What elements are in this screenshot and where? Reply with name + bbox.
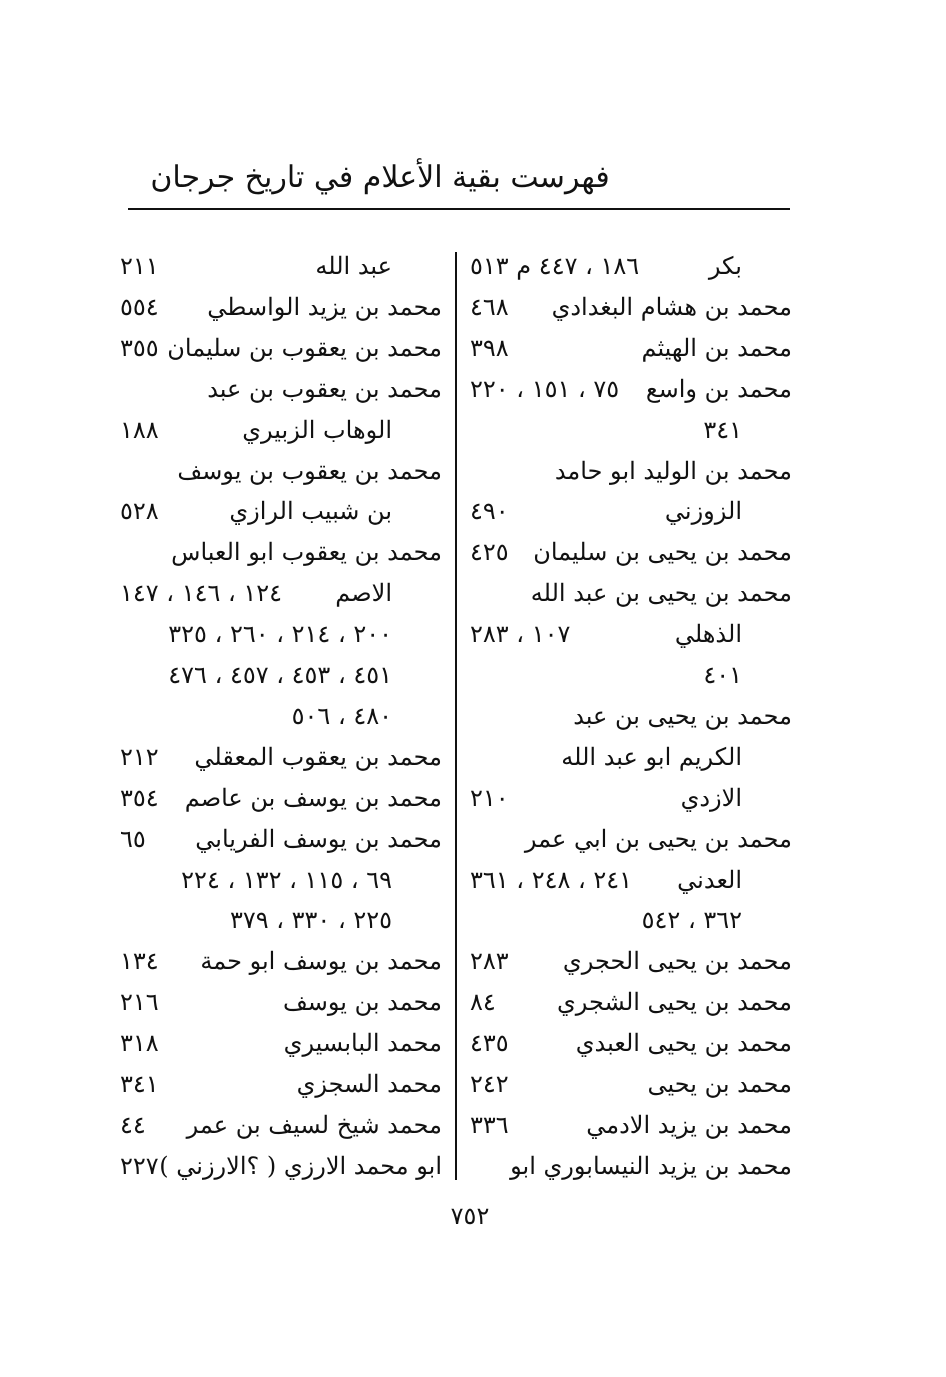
- index-entry: [120, 573, 442, 613]
- entry-name: الزوزني: [664, 497, 742, 525]
- index-entry: [120, 737, 442, 777]
- entry-pages: ٢٨٣: [470, 947, 509, 975]
- entry-pages: ٢١٦: [120, 988, 159, 1016]
- index-entry: [470, 655, 792, 695]
- entry-name: الوهاب الزبيري: [242, 416, 392, 444]
- index-entry: [470, 941, 792, 981]
- index-entry: [470, 819, 792, 859]
- index-entry: [120, 1146, 442, 1186]
- entry-name: محمد بن يعقوب بن سليمان: [167, 334, 442, 362]
- entry-pages: ٦٥: [120, 825, 146, 853]
- index-entry: [120, 451, 442, 491]
- index-entry: [470, 1064, 792, 1104]
- index-entry: [120, 900, 442, 940]
- index-entry: [470, 410, 792, 450]
- entry-pages: ٤٤: [120, 1111, 146, 1139]
- entry-name: محمد بن يحيى بن سليمان: [533, 538, 792, 566]
- entry-pages: ٢٤٢: [470, 1070, 509, 1098]
- entry-pages: ٥٥٤: [120, 293, 159, 321]
- entry-name: محمد بن يوسف بن عاصم: [184, 784, 442, 812]
- index-entry: [470, 532, 792, 572]
- entry-name: محمد بن يوسف ابو حمة: [200, 947, 442, 975]
- index-entry: [120, 1023, 442, 1063]
- entry-pages: ٤٣٥: [470, 1029, 509, 1057]
- entry-pages: ٣٥٥: [120, 334, 159, 362]
- entry-pages: ٢١٢: [120, 743, 159, 771]
- entry-name: ٣٤١: [703, 416, 742, 444]
- entry-name: محمد بن يعقوب بن يوسف: [177, 457, 442, 485]
- index-entry: [120, 696, 442, 736]
- entry-name: محمد السجزي: [296, 1070, 442, 1098]
- entry-name: عبد الله: [315, 252, 392, 280]
- entry-pages: ٨٤: [470, 988, 496, 1016]
- entry-pages: ٤٢٥: [470, 538, 509, 566]
- entry-name: ٢٢٥ ، ٣٣٠ ، ٣٧٩: [229, 906, 392, 934]
- entry-name: محمد بن الوليد ابو حامد: [554, 457, 792, 485]
- index-entry: [120, 1105, 442, 1145]
- entry-pages: ١٠٧ ، ٢٨٣: [470, 620, 571, 648]
- entry-name: العدني: [677, 866, 742, 894]
- entry-pages: ١٨٦ ، ٤٤٧ م ٥١٣: [470, 252, 640, 280]
- index-entry: [120, 941, 442, 981]
- entry-name: محمد بن يزيد الادمي: [586, 1111, 792, 1139]
- index-entry: [470, 287, 792, 327]
- entry-pages: ١٨٨: [120, 416, 159, 444]
- index-entry: [470, 982, 792, 1022]
- entry-name: ٤٨٠ ، ٥٠٦: [291, 702, 392, 730]
- entry-name: بن شبيب الرازي: [229, 497, 392, 525]
- entry-name: ٤٠١: [703, 661, 742, 689]
- entry-name: بكر: [708, 252, 742, 280]
- entry-name: الازدي: [680, 784, 742, 812]
- entry-name: ٤٥١ ، ٤٥٣ ، ٤٥٧ ، ٤٧٦: [168, 661, 392, 689]
- page-title: فهرست بقية الأعلام في تاريخ جرجان: [150, 160, 610, 195]
- entry-name: محمد بن يحيى بن عبد: [573, 702, 792, 730]
- entry-pages: ٢٢٧: [120, 1152, 159, 1180]
- index-entry: [470, 614, 792, 654]
- entry-pages: ٣٤١: [120, 1070, 159, 1098]
- entry-name: محمد شيخ لسيف بن عمر: [186, 1111, 442, 1139]
- index-entry: [120, 246, 442, 286]
- entry-pages: ٢٤١ ، ٢٤٨ ، ٣٦١: [470, 866, 633, 894]
- entry-name: محمد بن يحيى بن ابي عمر: [524, 825, 792, 853]
- index-entry: [120, 1064, 442, 1104]
- entry-name: الاصم: [335, 579, 392, 607]
- entry-name: محمد بن يوسف الفريابي: [195, 825, 442, 853]
- entry-name: الذهلي: [674, 620, 742, 648]
- index-entry: [120, 778, 442, 818]
- entry-name: محمد بن يحيى بن عبد الله: [530, 579, 792, 607]
- entry-name: محمد بن يزيد النيسابوري ابو: [510, 1152, 792, 1180]
- entry-pages: ١٢٤ ، ١٤٦ ، ١٤٧: [120, 579, 283, 607]
- entry-name: محمد بن يحيى الحجري: [562, 947, 792, 975]
- entry-pages: ٣١٨: [120, 1029, 159, 1057]
- entry-name: محمد بن يحيى العبدي: [575, 1029, 792, 1057]
- entry-pages: ٤٩٠: [470, 497, 509, 525]
- entry-name: محمد بن يحيى الشجري: [557, 988, 792, 1016]
- header-rule: [128, 208, 790, 210]
- index-entry: [470, 737, 792, 777]
- index-entry: [470, 369, 792, 409]
- index-entry: [120, 532, 442, 572]
- index-entry: [120, 410, 442, 450]
- index-entry: [120, 860, 442, 900]
- index-entry: [120, 982, 442, 1022]
- entry-name: محمد بن يعقوب بن عبد: [207, 375, 442, 403]
- index-entry: [470, 491, 792, 531]
- entry-pages: ١٣٤: [120, 947, 159, 975]
- entry-name: محمد بن هشام البغدادي: [551, 293, 792, 321]
- entry-name: ابو محمد الارزي ( ؟الارزني ): [159, 1152, 442, 1180]
- column-divider: [455, 252, 457, 1180]
- index-entry: [470, 451, 792, 491]
- entry-pages: ٣٣٦: [470, 1111, 509, 1139]
- index-entry: [120, 328, 442, 368]
- entry-name: ٣٦٢ ، ٥٤٢: [641, 906, 742, 934]
- index-entry: [120, 819, 442, 859]
- entry-pages: ٥٢٨: [120, 497, 159, 525]
- entry-pages: ٤٦٨: [470, 293, 509, 321]
- index-entry: [470, 1146, 792, 1186]
- index-entry: [470, 778, 792, 818]
- entry-name: ٦٩ ، ١١٥ ، ١٣٢ ، ٢٢٤: [181, 866, 392, 894]
- index-entry: [120, 614, 442, 654]
- index-entry: [120, 655, 442, 695]
- index-entry: [470, 696, 792, 736]
- index-entry: [470, 573, 792, 613]
- index-entry: [120, 287, 442, 327]
- index-entry: [470, 900, 792, 940]
- entry-pages: ٣٥٤: [120, 784, 159, 812]
- entry-pages: ٢١١: [120, 252, 159, 280]
- entry-name: ٢٠٠ ، ٢١٤ ، ٢٦٠ ، ٣٢٥: [168, 620, 392, 648]
- entry-name: محمد بن واسع: [645, 375, 792, 403]
- index-entry: [120, 369, 442, 409]
- index-entry: [470, 1023, 792, 1063]
- index-entry: [470, 246, 792, 286]
- page-number: ٧٥٢: [450, 1202, 490, 1230]
- entry-name: محمد بن يوسف: [282, 988, 442, 1016]
- entry-name: محمد بن يزيد الواسطي: [207, 293, 442, 321]
- index-entry: [470, 1105, 792, 1145]
- entry-pages: ٣٩٨: [470, 334, 509, 362]
- index-entry: [120, 491, 442, 531]
- index-entry: [470, 328, 792, 368]
- entry-name: محمد بن الهيثم: [641, 334, 792, 362]
- entry-pages: ٧٥ ، ١٥١ ، ٢٢٠: [470, 375, 620, 403]
- entry-pages: ٢١٠: [470, 784, 509, 812]
- entry-name: الكريم ابو عبد الله: [561, 743, 742, 771]
- index-entry: [470, 860, 792, 900]
- entry-name: محمد بن يحيى: [647, 1070, 792, 1098]
- entry-name: محمد البابسيري: [283, 1029, 442, 1057]
- entry-name: محمد بن يعقوب المعقلي: [194, 743, 442, 771]
- entry-name: محمد بن يعقوب ابو العباس: [171, 538, 442, 566]
